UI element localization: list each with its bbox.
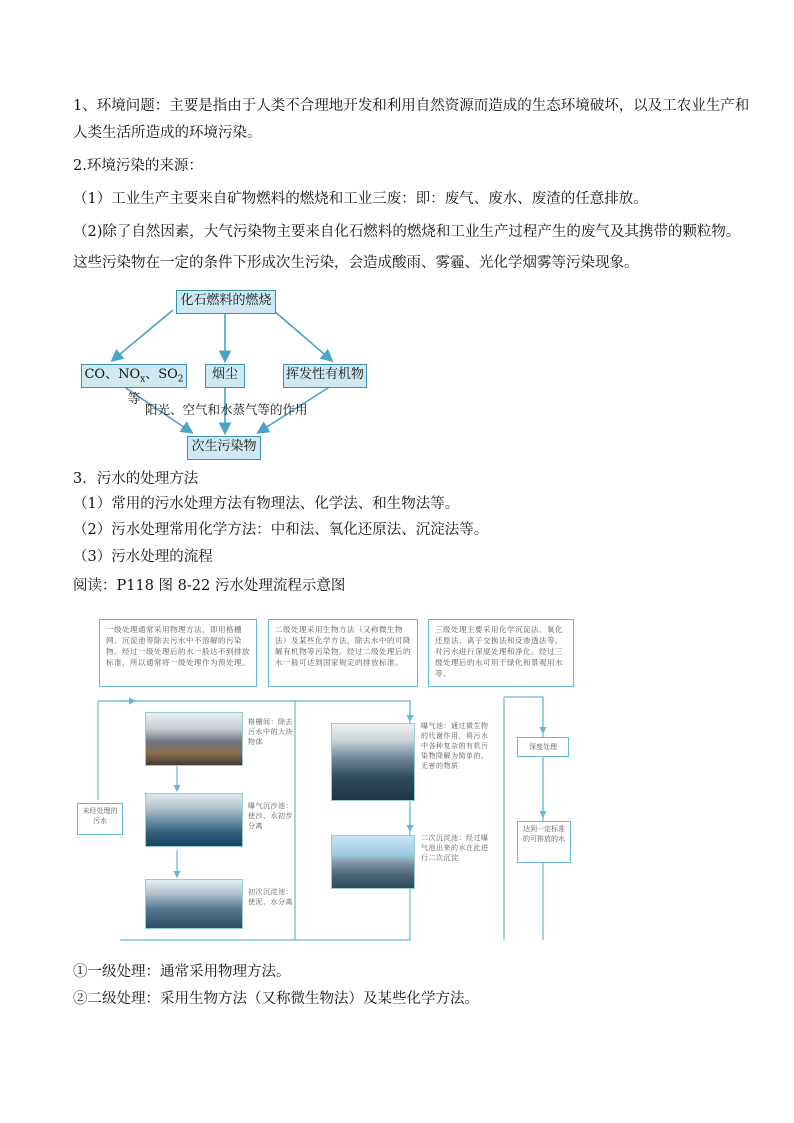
heading-wastewater: 3．污水的处理方法 xyxy=(73,471,199,487)
reading-reference: 阅读：P118 图 8-22 污水处理流程示意图 xyxy=(73,578,346,594)
fossil-fuel-box: 化石燃料的燃烧 xyxy=(176,290,276,314)
paragraph-environment-line1: 1、环境问题：主要是指由于人类不合理地开发和利用自然资源而造成的生态环境破坏，以及工农业生产和 xyxy=(73,98,750,114)
dust-box: 烟尘 xyxy=(205,364,245,388)
discharge-water-box: 达到一定标准的可排放的水 xyxy=(517,821,571,863)
item-secondary-treatment: ②二级处理：采用生物方法（又称微生物法）及某些化学方法。 xyxy=(73,991,479,1007)
paragraph-air-line1: （2)除了自然因素，大气污染物主要来自化石燃料的燃烧和工业生产过程产生的废气及其携带的颗粒物。 xyxy=(73,224,741,240)
heading-pollution-sources: 2.环境污染的来源： xyxy=(73,158,203,174)
item-primary-treatment: ①一级处理：通常采用物理方法。 xyxy=(73,964,291,980)
paragraph-air-line2: 这些污染物在一定的条件下形成次生污染，会造成酸雨、雾霾、光化学烟雾等污染现象。 xyxy=(73,255,639,271)
secondary-sedimentation-photo xyxy=(331,835,415,889)
paragraph-environment-line2: 人类生活所造成的环境污染。 xyxy=(73,125,262,141)
screen-room-photo xyxy=(145,712,243,766)
primary-sedimentation-photo xyxy=(145,879,243,929)
vocs-box: 挥发性有机物 xyxy=(283,364,367,388)
paragraph-methods: （1）常用的污水处理方法有物理法、化学法、和生物法等。 xyxy=(73,496,460,512)
primary-sedimentation-caption: 初次沉淀池：使泥、水分离 xyxy=(248,888,293,906)
raw-wastewater-box: 未经处理的污水 xyxy=(77,803,123,835)
aeration-tank-caption: 曝气池：通过微生物的代谢作用，将污水中各种复杂的有机污染物降解为简单的、无害的物质 xyxy=(421,722,489,770)
screen-room-caption: 格栅间：除去污水中的大块物体 xyxy=(248,718,293,746)
stage2-description: 二级处理采用生物方法（又称微生物法）及某些化学方法，除去水中的可降解有机物等污染物。经过二级处理后的水一般可达到国家规定的排放标准。 xyxy=(268,619,418,687)
paragraph-industrial: （1）工业生产主要来自矿物燃料的燃烧和工业三废：即：废气、废水、废渣的任意排放。 xyxy=(73,191,648,207)
condition-label: 阳光、空气和水蒸气等的作用 xyxy=(145,402,308,417)
aeration-tank-photo xyxy=(331,723,415,801)
paragraph-process: （3）污水处理的流程 xyxy=(73,549,213,565)
wastewater-flow-diagram xyxy=(73,605,578,955)
secondary-pollutant-box: 次生污染物 xyxy=(187,436,261,460)
grit-chamber-caption: 曝气沉沙池：使沙、水初步分离 xyxy=(248,802,293,830)
paragraph-chemical-methods: （2）污水处理常用化学方法：中和法、氧化还原法、沉淀法等。 xyxy=(73,522,489,538)
advanced-treatment-box: 深度处理 xyxy=(517,737,569,757)
grit-chamber-photo xyxy=(145,793,243,847)
air-pollution-diagram xyxy=(73,282,373,462)
secondary-sedimentation-caption: 二次沉淀池：经过曝气池出来的水在此进行二次沉淀 xyxy=(421,834,489,862)
stage3-description: 三级处理主要采用化学沉淀法、氧化还原法、离子交换法和反渗透法等，对污水进行深度处理和净化。经过三级处理后的水可用于绿化和景观用水等。 xyxy=(428,619,574,687)
gas-pollutants-box: CO、$NO_x$、$SO_2$等 xyxy=(81,364,187,388)
stage1-description: 一级处理通常采用物理方法，即用格栅网、沉淀池等除去污水中不溶解的污染物。经过一级处理后的水一般达不到排放标准，所以通常将一级处理作为预处理。 xyxy=(99,619,257,687)
